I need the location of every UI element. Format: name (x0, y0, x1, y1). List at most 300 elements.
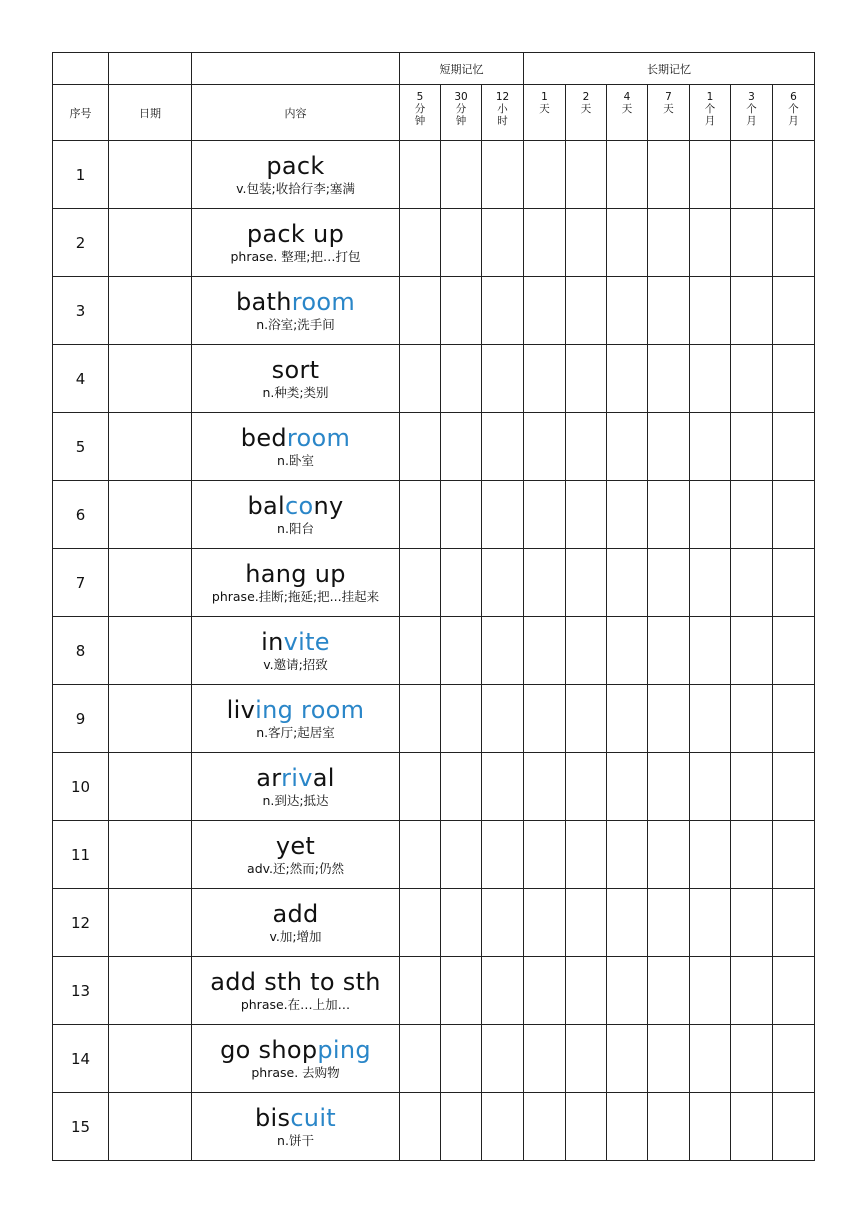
date-cell[interactable] (109, 889, 192, 957)
word-segment: in (261, 628, 284, 656)
review-checkbox-cell[interactable] (566, 821, 607, 889)
review-checkbox-cell[interactable] (773, 277, 815, 345)
word-meaning: n.到达;抵达 (262, 793, 329, 808)
content-cell (192, 277, 400, 345)
review-checkbox-cell[interactable] (731, 957, 773, 1025)
interval-header-part: 月 (788, 115, 799, 127)
review-checkbox-cell[interactable] (690, 413, 731, 481)
review-checkbox-cell[interactable] (482, 413, 524, 481)
review-checkbox-cell[interactable] (566, 277, 607, 345)
review-checkbox-cell[interactable] (441, 481, 482, 549)
word-segment: bath (235, 288, 292, 316)
interval-header-part: 个 (746, 103, 757, 115)
review-checkbox-cell[interactable] (607, 481, 648, 549)
long-term-memory-header: 长期记忆 (524, 53, 815, 85)
table-row (53, 821, 815, 889)
review-checkbox-cell[interactable] (566, 1025, 607, 1093)
date-cell[interactable] (109, 753, 192, 821)
vocab-word (192, 152, 399, 180)
word-meaning: n.饼干 (277, 1133, 314, 1148)
review-checkbox-cell[interactable] (441, 753, 482, 821)
blank-header-cell (53, 53, 109, 85)
review-checkbox-cell[interactable] (731, 209, 773, 277)
review-checkbox-cell[interactable] (607, 345, 648, 413)
review-checkbox-cell[interactable] (607, 821, 648, 889)
interval-header-part: 月 (746, 115, 757, 127)
vocab-word (192, 560, 399, 588)
review-checkbox-cell[interactable] (482, 549, 524, 617)
review-checkbox-cell[interactable] (731, 821, 773, 889)
review-checkbox-cell[interactable] (441, 685, 482, 753)
review-checkbox-cell[interactable] (441, 277, 482, 345)
vocab-word (192, 628, 399, 656)
review-checkbox-cell[interactable] (690, 345, 731, 413)
review-checkbox-cell[interactable] (690, 209, 731, 277)
word-meaning: n.阳台 (277, 521, 314, 536)
interval-header-part: 3 (748, 91, 755, 103)
row-index: 12 (53, 889, 109, 957)
review-checkbox-cell[interactable] (773, 753, 815, 821)
review-checkbox-cell[interactable] (690, 821, 731, 889)
word-segment: bis (255, 1104, 291, 1132)
review-checkbox-cell[interactable] (482, 617, 524, 685)
content-cell (192, 345, 400, 413)
review-checkbox-cell[interactable] (441, 345, 482, 413)
review-checkbox-cell[interactable] (731, 141, 773, 209)
review-checkbox-cell[interactable] (400, 277, 441, 345)
review-checkbox-cell[interactable] (607, 549, 648, 617)
word-highlight-segment: room (291, 288, 356, 316)
word-segment: hang up (245, 560, 346, 588)
review-checkbox-cell[interactable] (482, 1093, 524, 1161)
vocab-word (192, 832, 399, 860)
review-checkbox-cell[interactable] (524, 209, 566, 277)
word-segment: ny (313, 492, 344, 520)
review-checkbox-cell[interactable] (441, 821, 482, 889)
review-checkbox-cell[interactable] (731, 413, 773, 481)
word-meaning: n.种类;类别 (262, 385, 329, 400)
word-segment: add (272, 900, 319, 928)
interval-header-part: 分 (455, 103, 467, 115)
table-row (53, 957, 815, 1025)
interval-header-part: 7 (665, 91, 672, 103)
review-checkbox-cell[interactable] (690, 549, 731, 617)
content-cell (192, 209, 400, 277)
review-checkbox-cell[interactable] (690, 753, 731, 821)
review-checkbox-cell[interactable] (731, 549, 773, 617)
review-checkbox-cell[interactable] (648, 549, 690, 617)
review-checkbox-cell[interactable] (773, 821, 815, 889)
review-checkbox-cell[interactable] (566, 141, 607, 209)
row-index: 14 (53, 1025, 109, 1093)
date-cell[interactable] (109, 685, 192, 753)
review-checkbox-cell[interactable] (773, 957, 815, 1025)
review-checkbox-cell[interactable] (607, 209, 648, 277)
review-checkbox-cell[interactable] (648, 209, 690, 277)
review-checkbox-cell[interactable] (566, 753, 607, 821)
interval-header-part: 钟 (455, 115, 467, 127)
review-checkbox-cell[interactable] (648, 685, 690, 753)
content-cell (192, 1093, 400, 1161)
word-meaning: v.加;增加 (269, 929, 322, 944)
row-index: 13 (53, 957, 109, 1025)
table-row (53, 889, 815, 957)
group-header-row (53, 53, 815, 85)
word-highlight-segment: vite (283, 628, 330, 656)
row-index: 5 (53, 413, 109, 481)
review-checkbox-cell[interactable] (524, 957, 566, 1025)
word-meaning: n.卧室 (277, 453, 314, 468)
review-checkbox-cell[interactable] (400, 957, 441, 1025)
review-checkbox-cell[interactable] (400, 1025, 441, 1093)
word-segment: yet (275, 832, 316, 860)
review-checkbox-cell[interactable] (607, 1025, 648, 1093)
index-header: 序号 (53, 85, 109, 141)
date-cell[interactable] (109, 549, 192, 617)
review-checkbox-cell[interactable] (482, 821, 524, 889)
date-cell[interactable] (109, 481, 192, 549)
row-index: 15 (53, 1093, 109, 1161)
table-row (53, 753, 815, 821)
interval-header-7 (690, 85, 731, 141)
vocab-word (192, 288, 399, 316)
review-checkbox-cell[interactable] (731, 685, 773, 753)
review-checkbox-cell[interactable] (566, 1093, 607, 1161)
review-checkbox-cell[interactable] (773, 549, 815, 617)
review-checkbox-cell[interactable] (524, 549, 566, 617)
interval-header-3 (524, 85, 566, 141)
word-segment: sort (271, 356, 320, 384)
word-meaning: phrase.挂断;拖延;把...挂起来 (211, 589, 380, 604)
review-checkbox-cell[interactable] (524, 1025, 566, 1093)
table-row (53, 345, 815, 413)
interval-header-part: 4 (623, 91, 631, 103)
review-checkbox-cell[interactable] (482, 889, 524, 957)
review-checkbox-cell[interactable] (731, 277, 773, 345)
review-checkbox-cell[interactable] (566, 549, 607, 617)
review-checkbox-cell[interactable] (482, 277, 524, 345)
interval-header-part: 2 (582, 91, 590, 103)
interval-header-part: 6 (790, 91, 797, 103)
vocab-word (192, 968, 399, 996)
review-checkbox-cell[interactable] (400, 549, 441, 617)
review-checkbox-cell[interactable] (441, 889, 482, 957)
row-index: 8 (53, 617, 109, 685)
review-checkbox-cell[interactable] (441, 141, 482, 209)
review-checkbox-cell[interactable] (566, 957, 607, 1025)
vocab-word (192, 696, 399, 724)
review-checkbox-cell[interactable] (524, 753, 566, 821)
review-checkbox-cell[interactable] (524, 141, 566, 209)
table-row (53, 277, 815, 345)
word-segment: bed (240, 424, 287, 452)
review-checkbox-cell[interactable] (400, 345, 441, 413)
table-row (53, 209, 815, 277)
word-highlight-segment: room (286, 424, 351, 452)
content-cell (192, 617, 400, 685)
interval-header-8 (731, 85, 773, 141)
date-cell[interactable] (109, 277, 192, 345)
interval-header-0 (400, 85, 441, 141)
review-checkbox-cell[interactable] (441, 413, 482, 481)
interval-header-part: 个 (704, 103, 716, 115)
review-checkbox-cell[interactable] (400, 753, 441, 821)
row-index: 9 (53, 685, 109, 753)
date-cell[interactable] (109, 209, 192, 277)
review-checkbox-cell[interactable] (400, 685, 441, 753)
review-checkbox-cell[interactable] (400, 617, 441, 685)
interval-header-part: 天 (621, 103, 633, 115)
review-checkbox-cell[interactable] (648, 1025, 690, 1093)
review-checkbox-cell[interactable] (482, 481, 524, 549)
review-checkbox-cell[interactable] (648, 957, 690, 1025)
word-highlight-segment: riv (281, 764, 313, 792)
review-checkbox-cell[interactable] (400, 209, 441, 277)
review-checkbox-cell[interactable] (773, 413, 815, 481)
review-checkbox-cell[interactable] (482, 345, 524, 413)
review-checkbox-cell[interactable] (400, 413, 441, 481)
review-checkbox-cell[interactable] (773, 1093, 815, 1161)
word-meaning: phrase. 去购物 (251, 1065, 340, 1080)
review-checkbox-cell[interactable] (607, 617, 648, 685)
review-checkbox-cell[interactable] (482, 753, 524, 821)
review-checkbox-cell[interactable] (566, 685, 607, 753)
review-checkbox-cell[interactable] (773, 481, 815, 549)
review-checkbox-cell[interactable] (648, 481, 690, 549)
review-checkbox-cell[interactable] (566, 617, 607, 685)
review-checkbox-cell[interactable] (607, 753, 648, 821)
word-meaning: n.客厅;起居室 (256, 725, 335, 740)
interval-header-part: 天 (580, 103, 592, 115)
review-checkbox-cell[interactable] (648, 889, 690, 957)
review-checkbox-cell[interactable] (441, 549, 482, 617)
review-checkbox-cell[interactable] (566, 209, 607, 277)
review-checkbox-cell[interactable] (773, 889, 815, 957)
review-checkbox-cell[interactable] (690, 1093, 731, 1161)
word-highlight-segment: co (285, 492, 314, 520)
review-checkbox-cell[interactable] (524, 413, 566, 481)
review-checkbox-cell[interactable] (400, 889, 441, 957)
review-checkbox-cell[interactable] (482, 209, 524, 277)
interval-header-6 (648, 85, 690, 141)
row-index: 1 (53, 141, 109, 209)
review-checkbox-cell[interactable] (441, 617, 482, 685)
word-highlight-segment: ing room (255, 696, 365, 724)
review-checkbox-cell[interactable] (690, 617, 731, 685)
review-checkbox-cell[interactable] (607, 957, 648, 1025)
table-row (53, 549, 815, 617)
table-row (53, 481, 815, 549)
interval-header-part: 1 (706, 91, 714, 103)
vocab-word (192, 356, 399, 384)
interval-header-part: 钟 (414, 115, 426, 127)
row-index: 10 (53, 753, 109, 821)
review-checkbox-cell[interactable] (690, 685, 731, 753)
interval-header-part: 时 (497, 115, 508, 127)
content-cell (192, 821, 400, 889)
review-checkbox-cell[interactable] (690, 1025, 731, 1093)
review-checkbox-cell[interactable] (773, 685, 815, 753)
review-checkbox-cell[interactable] (482, 685, 524, 753)
word-meaning: phrase.在…上加… (240, 997, 351, 1012)
review-checkbox-cell[interactable] (566, 413, 607, 481)
interval-header-part: 12 (495, 91, 510, 103)
interval-header-9 (773, 85, 815, 141)
review-checkbox-cell[interactable] (524, 345, 566, 413)
review-checkbox-cell[interactable] (524, 481, 566, 549)
review-checkbox-cell[interactable] (524, 821, 566, 889)
review-checkbox-cell[interactable] (648, 753, 690, 821)
interval-header-1 (441, 85, 482, 141)
review-checkbox-cell[interactable] (482, 141, 524, 209)
table-row (53, 1025, 815, 1093)
date-cell[interactable] (109, 141, 192, 209)
word-segment: bal (247, 492, 285, 520)
content-cell (192, 753, 400, 821)
review-checkbox-cell[interactable] (731, 1025, 773, 1093)
blank-header-cell (109, 53, 192, 85)
row-index: 3 (53, 277, 109, 345)
review-checkbox-cell[interactable] (607, 277, 648, 345)
review-checkbox-cell[interactable] (773, 345, 815, 413)
interval-header-part: 1 (541, 91, 548, 103)
table-row (53, 1093, 815, 1161)
vocab-word (192, 220, 399, 248)
review-checkbox-cell[interactable] (524, 1093, 566, 1161)
row-index: 11 (53, 821, 109, 889)
interval-header-4 (566, 85, 607, 141)
review-checkbox-cell[interactable] (773, 1025, 815, 1093)
review-checkbox-cell[interactable] (648, 617, 690, 685)
vocab-word (192, 900, 399, 928)
interval-header-part: 5 (416, 91, 424, 103)
review-checkbox-cell[interactable] (441, 1025, 482, 1093)
review-checkbox-cell[interactable] (400, 141, 441, 209)
word-meaning: v.包装;收拾行李;塞满 (236, 181, 355, 196)
review-checkbox-cell[interactable] (524, 889, 566, 957)
row-index: 7 (53, 549, 109, 617)
review-checkbox-cell[interactable] (690, 277, 731, 345)
date-cell[interactable] (109, 413, 192, 481)
row-index: 2 (53, 209, 109, 277)
date-header: 日期 (109, 85, 192, 141)
review-checkbox-cell[interactable] (607, 1093, 648, 1161)
review-checkbox-cell[interactable] (648, 277, 690, 345)
review-checkbox-cell[interactable] (731, 1093, 773, 1161)
review-checkbox-cell[interactable] (648, 141, 690, 209)
word-segment: add sth to sth (210, 968, 381, 996)
interval-header-part: 天 (663, 103, 674, 115)
table-row (53, 413, 815, 481)
review-checkbox-cell[interactable] (524, 617, 566, 685)
review-checkbox-cell[interactable] (566, 481, 607, 549)
vocab-word (192, 764, 399, 792)
word-highlight-segment: ping (317, 1036, 371, 1064)
content-cell (192, 889, 400, 957)
review-checkbox-cell[interactable] (607, 889, 648, 957)
content-cell (192, 413, 400, 481)
table-row (53, 685, 815, 753)
content-cell (192, 481, 400, 549)
interval-header-part: 小 (497, 103, 508, 115)
review-checkbox-cell[interactable] (731, 753, 773, 821)
review-checkbox-cell[interactable] (731, 481, 773, 549)
date-cell[interactable] (109, 345, 192, 413)
review-checkbox-cell[interactable] (441, 209, 482, 277)
review-checkbox-cell[interactable] (731, 345, 773, 413)
review-checkbox-cell[interactable] (731, 889, 773, 957)
date-cell[interactable] (109, 957, 192, 1025)
word-meaning: adv.还;然而;仍然 (247, 861, 344, 876)
review-checkbox-cell[interactable] (441, 1093, 482, 1161)
review-checkbox-cell[interactable] (648, 345, 690, 413)
date-cell[interactable] (109, 617, 192, 685)
review-checkbox-cell[interactable] (690, 889, 731, 957)
content-cell (192, 549, 400, 617)
review-checkbox-cell[interactable] (482, 1025, 524, 1093)
review-checkbox-cell[interactable] (524, 685, 566, 753)
review-checkbox-cell[interactable] (400, 1093, 441, 1161)
vocab-word (192, 424, 399, 452)
interval-header-part: 分 (414, 103, 426, 115)
row-index: 4 (53, 345, 109, 413)
date-cell[interactable] (109, 1025, 192, 1093)
review-checkbox-cell[interactable] (566, 345, 607, 413)
content-header: 内容 (192, 85, 400, 141)
date-cell[interactable] (109, 1093, 192, 1161)
row-index: 6 (53, 481, 109, 549)
review-checkbox-cell[interactable] (524, 277, 566, 345)
review-checkbox-cell[interactable] (400, 481, 441, 549)
word-segment: ar (256, 764, 282, 792)
review-checkbox-cell[interactable] (690, 957, 731, 1025)
review-checkbox-cell[interactable] (648, 1093, 690, 1161)
review-checkbox-cell[interactable] (607, 141, 648, 209)
review-checkbox-cell[interactable] (400, 821, 441, 889)
interval-header-part: 月 (704, 115, 716, 127)
vocab-word (192, 492, 399, 520)
word-highlight-segment: cuit (290, 1104, 336, 1132)
review-checkbox-cell[interactable] (773, 141, 815, 209)
word-meaning: n.浴室;洗手间 (256, 317, 335, 332)
interval-header-part: 个 (788, 103, 799, 115)
table-row (53, 141, 815, 209)
review-checkbox-cell[interactable] (731, 617, 773, 685)
column-header-row (53, 85, 815, 141)
review-checkbox-cell[interactable] (648, 413, 690, 481)
word-segment: al (312, 764, 335, 792)
review-checkbox-cell[interactable] (482, 957, 524, 1025)
blank-header-cell (192, 53, 400, 85)
review-checkbox-cell[interactable] (690, 481, 731, 549)
word-segment: go shop (220, 1036, 318, 1064)
review-checkbox-cell[interactable] (773, 617, 815, 685)
review-checkbox-cell[interactable] (566, 889, 607, 957)
content-cell (192, 1025, 400, 1093)
content-cell (192, 685, 400, 753)
word-segment: pack up (246, 220, 345, 248)
table-row (53, 617, 815, 685)
review-checkbox-cell[interactable] (607, 685, 648, 753)
review-checkbox-cell[interactable] (690, 141, 731, 209)
content-cell (192, 141, 400, 209)
review-checkbox-cell[interactable] (773, 209, 815, 277)
date-cell[interactable] (109, 821, 192, 889)
review-checkbox-cell[interactable] (648, 821, 690, 889)
review-checkbox-cell[interactable] (607, 413, 648, 481)
interval-header-2 (482, 85, 524, 141)
review-checkbox-cell[interactable] (441, 957, 482, 1025)
